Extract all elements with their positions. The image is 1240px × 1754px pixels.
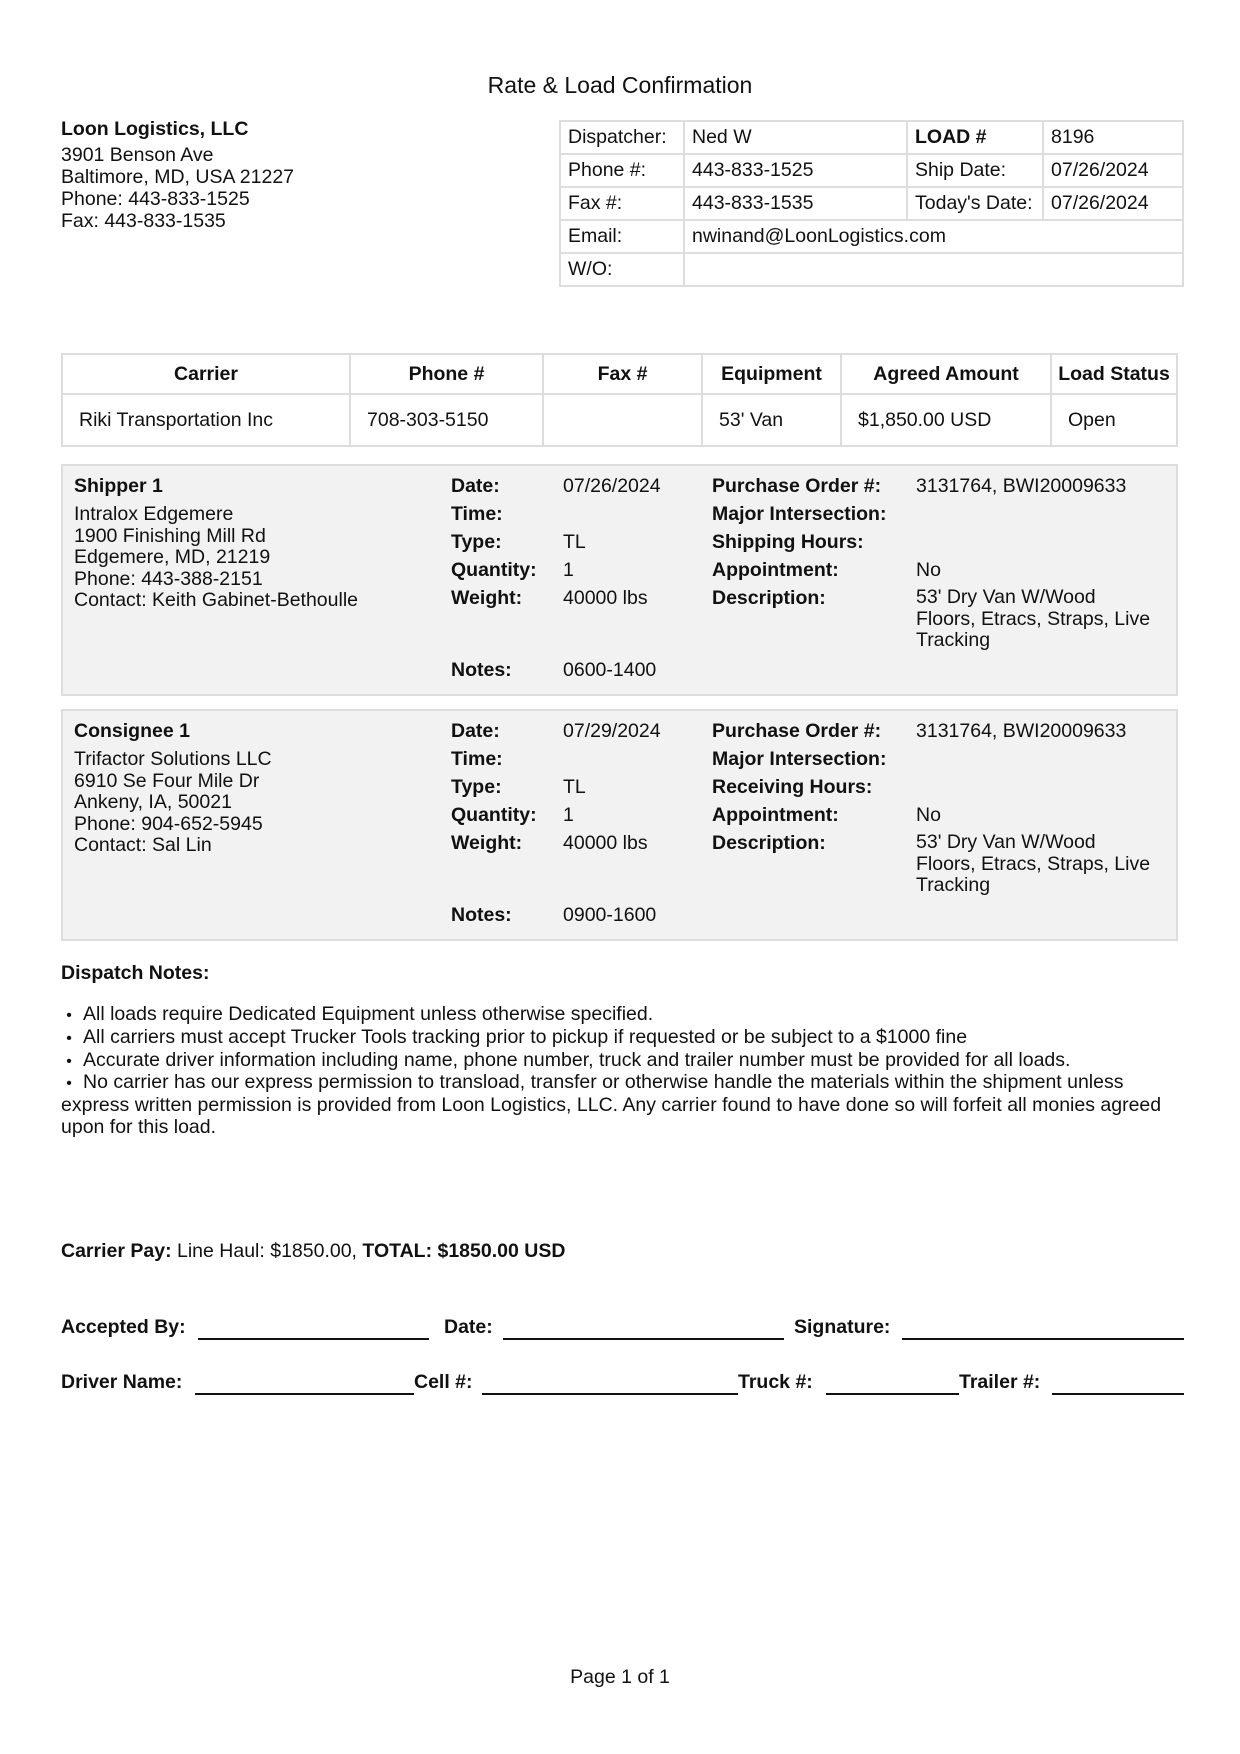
carrier-fax (543, 394, 702, 446)
consignee-notes-label: Notes: (451, 904, 512, 926)
dispatch-email-label: Email: (560, 220, 684, 253)
signature-label: Signature: (794, 1316, 891, 1338)
consignee-weight: 40000 lbs (563, 832, 648, 854)
consignee-description-label: Description: (712, 832, 826, 854)
consignee-time-label: Time: (451, 748, 503, 770)
signature-line[interactable] (902, 1338, 1184, 1340)
shipper-appointment: No (916, 559, 941, 581)
consignee-type: TL (563, 776, 586, 798)
load-status-header: Load Status (1051, 354, 1177, 394)
dispatch-phone-value: 443-833-1525 (684, 154, 907, 187)
carrier-name: Riki Transportation Inc (62, 394, 350, 446)
accept-date-line[interactable] (503, 1338, 784, 1340)
load-status: Open (1051, 394, 1177, 446)
shipper-notes: 0600-1400 (563, 659, 657, 681)
company-name: Loon Logistics, LLC (61, 118, 249, 140)
cell-label: Cell #: (414, 1371, 473, 1393)
shipper-description-line: 53' Dry Van W/Wood (916, 586, 1096, 608)
carrier-pay-label: Carrier Pay: (61, 1240, 172, 1262)
consignee-quantity-label: Quantity: (451, 804, 537, 826)
table-row (62, 394, 1177, 446)
truck-label: Truck #: (738, 1371, 813, 1393)
carrier-pay-total: TOTAL: $1850.00 USD (362, 1240, 566, 1262)
carrier-pay (61, 1240, 565, 1263)
trailer-label: Trailer #: (959, 1371, 1041, 1393)
consignee-heading: Consignee 1 (74, 720, 190, 742)
shipper-type: TL (563, 531, 586, 553)
shipper-weight: 40000 lbs (563, 587, 648, 609)
consignee-quantity: 1 (563, 804, 574, 826)
consignee-section (61, 709, 1178, 941)
consignee-description (916, 832, 1150, 897)
shipper-quantity-label: Quantity: (451, 559, 537, 581)
shipper-description-line: Tracking (916, 629, 991, 651)
consignee-description-line: Floors, Etracs, Straps, Live (916, 852, 1151, 875)
consignee-address-line: 6910 Se Four Mile Dr (74, 769, 260, 792)
dispatch-fax-label: Fax #: (560, 187, 684, 220)
company-phone: Phone: 443-833-1525 (61, 188, 250, 210)
work-order-value (684, 253, 1183, 286)
shipper-appointment-label: Appointment: (712, 559, 839, 581)
agreed-amount: $1,850.00 USD (841, 394, 1051, 446)
accepted-by-line[interactable] (198, 1338, 429, 1340)
consignee-address-line: Phone: 904-652-5945 (74, 812, 263, 835)
load-number-value: 8196 (1043, 121, 1183, 154)
shipper-section (61, 464, 1178, 696)
shipper-description (916, 587, 1150, 652)
carrier-header: Carrier (62, 354, 350, 394)
consignee-address-line: Ankeny, IA, 50021 (74, 791, 232, 813)
shipper-type-label: Type: (451, 531, 502, 553)
carrier-phone-header: Phone # (350, 354, 543, 394)
consignee-po-label: Purchase Order #: (712, 720, 882, 742)
dispatcher-value: Ned W (684, 121, 907, 154)
todays-date-label: Today's Date: (907, 187, 1043, 220)
shipper-address (74, 504, 358, 612)
driver-name-line[interactable] (195, 1393, 414, 1395)
cell-line[interactable] (482, 1393, 738, 1395)
consignee-address-line: Trifactor Solutions LLC (74, 748, 272, 770)
shipper-po-label: Purchase Order #: (712, 475, 882, 497)
dispatcher-label: Dispatcher: (560, 121, 684, 154)
dispatch-info-table (559, 120, 1184, 287)
consignee-address (74, 749, 272, 857)
consignee-weight-label: Weight: (451, 832, 523, 854)
shipper-address-line: Edgemere, MD, 21219 (74, 546, 271, 568)
shipper-quantity: 1 (563, 559, 574, 581)
shipper-po: 3131764, BWI20009633 (916, 475, 1127, 497)
dispatch-notes-list (61, 1004, 1171, 1139)
list-item: • All carriers must accept Trucker Tools tracking prior to pickup if requested or be subject to a $1000 fine (61, 1027, 1171, 1050)
accept-date-label: Date: (444, 1316, 493, 1338)
company-address-line-1: 3901 Benson Ave (61, 144, 214, 166)
line-haul: Line Haul: $1850.00, (171, 1240, 363, 1262)
consignee-date-label: Date: (451, 720, 500, 742)
shipper-heading: Shipper 1 (74, 475, 163, 497)
company-fax: Fax: 443-833-1535 (61, 210, 226, 232)
shipper-description-line: Floors, Etracs, Straps, Live (916, 607, 1151, 630)
shipper-address-line: Contact: Keith Gabinet-Bethoulle (74, 589, 359, 611)
ship-date-label: Ship Date: (907, 154, 1043, 187)
shipper-date-label: Date: (451, 475, 500, 497)
equipment: 53' Van (702, 394, 841, 446)
trailer-line[interactable] (1052, 1393, 1184, 1395)
consignee-appointment: No (916, 804, 941, 826)
dispatch-notes-title: Dispatch Notes: (61, 962, 210, 984)
carrier-fax-header: Fax # (543, 354, 702, 394)
shipper-address-line: Intralox Edgemere (74, 503, 234, 525)
shipper-weight-label: Weight: (451, 587, 523, 609)
consignee-appointment-label: Appointment: (712, 804, 839, 826)
dispatch-phone-label: Phone #: (560, 154, 684, 187)
todays-date-value: 07/26/2024 (1043, 187, 1183, 220)
shipper-time-label: Time: (451, 503, 503, 525)
company-block (61, 118, 294, 232)
shipper-intersection-label: Major Intersection: (712, 503, 887, 525)
equipment-header: Equipment (702, 354, 841, 394)
consignee-po: 3131764, BWI20009633 (916, 720, 1127, 742)
consignee-date: 07/29/2024 (563, 720, 661, 742)
driver-name-label: Driver Name: (61, 1371, 183, 1393)
work-order-label: W/O: (560, 253, 684, 286)
shipper-date: 07/26/2024 (563, 475, 661, 497)
shipper-description-label: Description: (712, 587, 826, 609)
list-item: • No carrier has our express permission to transload, transfer or otherwise handle the materials within the shipment unless express written permission is provided from Loon Logistics, LLC. Any carrier found to have done so will forfeit all monies agreed upon for this load. (61, 1072, 1171, 1138)
agreed-amount-header: Agreed Amount (841, 354, 1051, 394)
shipper-address-line: Phone: 443-388-2151 (74, 567, 263, 590)
shipper-address-line: 1900 Finishing Mill Rd (74, 524, 266, 547)
consignee-description-line: Tracking (916, 874, 991, 896)
page-number: Page 1 of 1 (570, 1666, 670, 1688)
shipper-notes-label: Notes: (451, 659, 512, 681)
consignee-type-label: Type: (451, 776, 502, 798)
consignee-notes: 0900-1600 (563, 904, 657, 926)
consignee-description-line: 53' Dry Van W/Wood (916, 831, 1096, 853)
consignee-address-line: Contact: Sal Lin (74, 834, 212, 856)
ship-date-value: 07/26/2024 (1043, 154, 1183, 187)
carrier-table (61, 353, 1178, 447)
list-item: • Accurate driver information including name, phone number, truck and trailer number must be provided for all loads. (61, 1050, 1171, 1073)
consignee-hours-label: Receiving Hours: (712, 776, 873, 798)
dispatch-fax-value: 443-833-1535 (684, 187, 907, 220)
company-address-line-2: Baltimore, MD, USA 21227 (61, 166, 295, 188)
list-item: • All loads require Dedicated Equipment unless otherwise specified. (61, 1004, 1171, 1027)
dispatch-email-value[interactable]: nwinand@LoonLogistics.com (684, 220, 1183, 253)
consignee-intersection-label: Major Intersection: (712, 748, 887, 770)
truck-line[interactable] (826, 1393, 959, 1395)
page-title: Rate & Load Confirmation (487, 72, 753, 98)
shipper-hours-label: Shipping Hours: (712, 531, 864, 553)
load-number-label: LOAD # (907, 121, 1043, 154)
carrier-phone: 708-303-5150 (350, 394, 543, 446)
accepted-by-label: Accepted By: (61, 1316, 186, 1338)
